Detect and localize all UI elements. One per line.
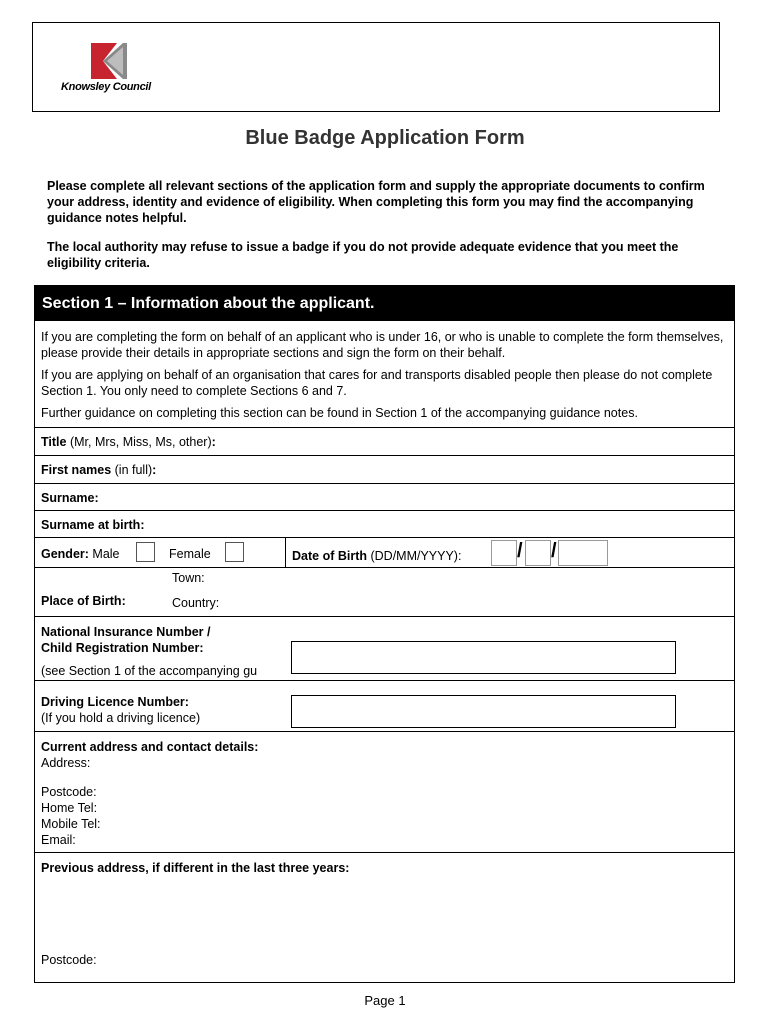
divider xyxy=(35,567,734,568)
first-names-hint: (in full) xyxy=(111,463,153,477)
header-logo-box xyxy=(32,22,720,112)
male-label: Male xyxy=(88,547,120,561)
first-names-field-label[interactable] xyxy=(41,462,156,478)
country-label[interactable]: Country: xyxy=(172,596,220,610)
page-number: Page 1 xyxy=(364,993,406,1008)
place-of-birth-label: Place of Birth: xyxy=(41,594,126,608)
dob-hint: (DD/MM/YYYY): xyxy=(367,549,462,563)
email-label[interactable]: Email: xyxy=(41,833,76,847)
intro-paragraph-1: Please complete all relevant sections of the application form and supply the appropriate documents to confirm your address, identity and evidence of eligibility. When completing this form you may find the accompanying guidance notes helpful. xyxy=(47,179,705,225)
divider xyxy=(285,537,286,567)
divider xyxy=(35,427,734,428)
divider xyxy=(35,455,734,456)
ni-number-input[interactable] xyxy=(291,641,676,674)
dob-field-label xyxy=(292,548,461,564)
divider xyxy=(35,483,734,484)
dob-separator: / xyxy=(517,540,523,562)
divider xyxy=(35,680,734,681)
note-guidance: Further guidance on completing this section can be found in Section 1 of the accompanying guidance notes. xyxy=(41,406,638,420)
divider xyxy=(35,616,734,617)
surname-at-birth-label[interactable]: Surname at birth: xyxy=(41,518,145,532)
dob-month-input[interactable] xyxy=(525,540,551,566)
male-checkbox[interactable] xyxy=(136,542,155,562)
dob-separator: / xyxy=(551,540,557,562)
postcode-label[interactable]: Postcode: xyxy=(41,785,97,799)
ni-hint: (see Section 1 of the accompanying gu xyxy=(41,664,258,678)
address-label[interactable]: Address: xyxy=(41,756,91,770)
home-tel-label[interactable]: Home Tel: xyxy=(41,801,98,815)
knowsley-council-logo-icon xyxy=(89,43,129,79)
divider xyxy=(35,731,734,732)
female-checkbox[interactable] xyxy=(225,542,244,562)
surname-label[interactable]: Surname: xyxy=(41,491,99,505)
gender-field-label xyxy=(41,546,120,562)
driving-licence-input[interactable] xyxy=(291,695,676,728)
dob-label: Date of Birth xyxy=(292,549,367,563)
ni-number-label: National Insurance Number / xyxy=(41,625,211,639)
child-registration-label: Child Registration Number: xyxy=(41,641,204,655)
intro-paragraph-2: The local authority may refuse to issue a badge if you do not provide adequate evidence that you meet the eligibility criteria. xyxy=(47,240,679,270)
previous-address-label[interactable]: Previous address, if different in the last three years: xyxy=(41,861,350,875)
page-title: Blue Badge Application Form xyxy=(245,127,525,149)
first-names-colon: : xyxy=(152,463,157,477)
dob-day-input[interactable] xyxy=(491,540,517,566)
town-label[interactable]: Town: xyxy=(172,571,205,585)
driving-licence-hint: (If you hold a driving licence) xyxy=(41,711,201,725)
divider xyxy=(35,537,734,538)
first-names-label: First names xyxy=(41,463,112,477)
divider xyxy=(35,852,734,853)
title-label: Title xyxy=(41,435,67,449)
gender-label: Gender: xyxy=(41,547,89,561)
previous-postcode-label[interactable]: Postcode: xyxy=(41,953,97,967)
section-1-form xyxy=(34,285,735,983)
logo-text: Knowsley Council xyxy=(61,81,151,93)
section-1-heading: Section 1 – Information about the applicant. xyxy=(35,286,734,321)
title-field-label[interactable] xyxy=(41,434,216,450)
driving-licence-label: Driving Licence Number: xyxy=(41,695,189,709)
note-organisation: If you are applying on behalf of an organisation that cares for and transports disabled people then please do not complete Section 1. You only need to complete Sections 6 and 7. xyxy=(41,368,713,398)
note-under-16: If you are completing the form on behalf of an applicant who is under 16, or who is unable to complete the form themselves, please provide their details in appropriate sections and sign the form on their behalf. xyxy=(41,330,724,360)
female-label: Female xyxy=(169,547,211,561)
divider xyxy=(35,510,734,511)
title-hint: (Mr, Mrs, Miss, Ms, other) xyxy=(66,435,212,449)
dob-year-input[interactable] xyxy=(558,540,608,566)
title-colon: : xyxy=(211,435,216,449)
mobile-tel-label[interactable]: Mobile Tel: xyxy=(41,817,101,831)
current-address-label: Current address and contact details: xyxy=(41,740,259,754)
